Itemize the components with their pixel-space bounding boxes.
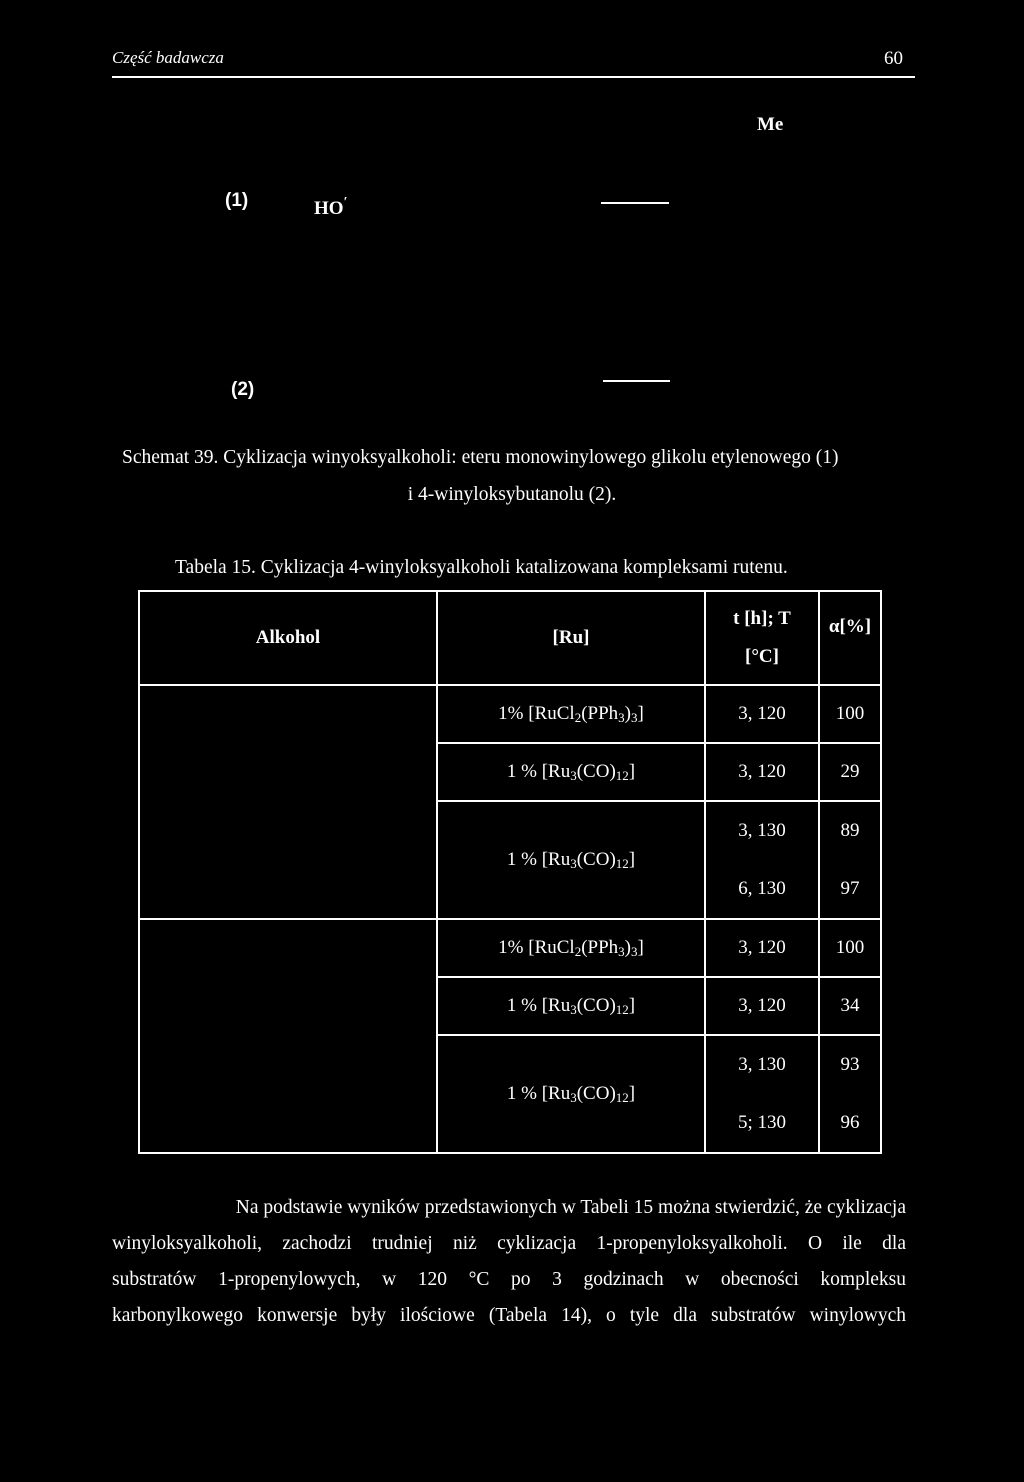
table-caption: Tabela 15. Cyklizacja 4-winyloksyalkoholi katalizowana kompleksami rutenu. — [175, 557, 788, 578]
results-table — [138, 590, 882, 1154]
conversion-cell: 29 — [819, 743, 881, 801]
time-temp-cell: 3, 120 — [705, 685, 819, 743]
header-ru: [Ru] — [437, 591, 705, 685]
time-temp-cell: 3, 120 — [705, 919, 819, 977]
paragraph-line: karbonylkowego konwersje były ilościowe (Tabela 14), o tyle dla substratów winylowych — [112, 1305, 906, 1326]
body-paragraph — [112, 1190, 906, 1334]
alcohol-cell-1 — [139, 685, 437, 919]
reaction-1-reagent — [314, 195, 348, 220]
table-row — [139, 685, 881, 743]
reaction-2-label: (2) — [231, 379, 255, 400]
table-header-row — [139, 591, 881, 685]
time-temp-cell: 3, 130 6, 130 — [705, 801, 819, 919]
alcohol-cell-2 — [139, 919, 437, 1153]
hydroxyl-group: HO — [314, 198, 344, 219]
header-time-temp — [705, 591, 819, 685]
conversion-cell: 89 97 — [819, 801, 881, 919]
table-row — [139, 919, 881, 977]
catalyst-cell: 1 % $[Ru_3(CO)_{12}]$ — [437, 1035, 705, 1153]
time-temp-cell: 3, 120 — [705, 743, 819, 801]
scheme-caption-line-1: Schemat 39. Cyklizacja winyoksyalkoholi: eteru monowinylowego glikolu etylenowego (1) — [122, 447, 839, 468]
catalyst-cell: 1 % $[Ru_3(CO)_{12}]$ — [437, 801, 705, 919]
catalyst-cell: 1 % $[Ru_3(CO)_{12}]$ — [437, 977, 705, 1035]
paragraph-line: Na podstawie wyników przedstawionych w Tabeli 15 można stwierdzić, że cyklizacja — [235, 1197, 906, 1218]
time-temp-cell: 3, 120 — [705, 977, 819, 1035]
reaction-1-arrow — [601, 202, 669, 204]
catalyst-cell: 1% $[RuCl_2(PPh_3)_3]$ — [437, 919, 705, 977]
conversion-cell: 34 — [819, 977, 881, 1035]
header-conversion: α[%] — [819, 591, 881, 685]
page-number: 60 — [884, 48, 903, 69]
time-temp-cell: 3, 130 5; 130 — [705, 1035, 819, 1153]
running-header-section: Część badawcza — [112, 48, 224, 67]
catalyst-cell: 1 % $[Ru_3(CO)_{12}]$ — [437, 743, 705, 801]
header-time-temp-line-2: [°C] — [745, 646, 779, 667]
conversion-cell: 100 — [819, 919, 881, 977]
scheme-caption-line-2: i 4-winyloksybutanolu (2). — [407, 484, 617, 505]
paragraph-line: winyloksyalkoholi, zachodzi trudniej niż cyklizacja 1-propenyloksyalkoholi. O ile dla — [112, 1233, 906, 1254]
catalyst-cell: 1% $[RuCl_2(PPh_3)_3]$ — [437, 685, 705, 743]
reaction-1-label: (1) — [225, 190, 249, 211]
header-rule — [112, 76, 915, 78]
header-time-temp-line-1: t [h]; T — [733, 608, 791, 629]
conversion-cell: 100 — [819, 685, 881, 743]
bond-mark: ′ — [343, 195, 348, 210]
paragraph-line: substratów 1-propenylowych, w 120 °C po 3 godzinach w obecności kompleksu — [112, 1269, 906, 1290]
header-alcohol: Alkohol — [139, 591, 437, 685]
conversion-cell: 93 96 — [819, 1035, 881, 1153]
methyl-label: Me — [757, 114, 784, 135]
reaction-2-arrow — [603, 380, 670, 382]
